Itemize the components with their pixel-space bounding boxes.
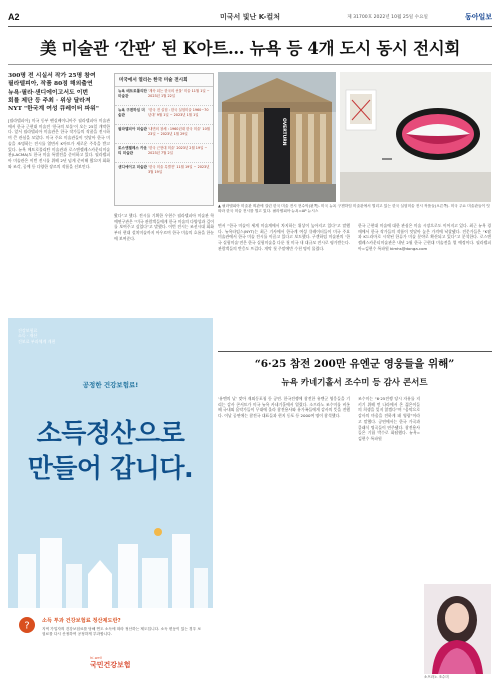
deck-line: 회를 제단 등 주최 · 위상 달라져 <box>8 96 91 104</box>
info-row <box>115 144 213 163</box>
page-header <box>8 10 492 24</box>
ad-mini-line: 건보료 부과체계 개편 <box>18 338 56 344</box>
section-title: 미국서 빛난 K-컬처 <box>220 13 280 21</box>
banner-text: OVERTURN <box>281 118 286 146</box>
museum-facade-photo <box>218 72 336 202</box>
info-detail: ‘한국 미술 특별전’ 11월 19일 ~ 2023년 3월 19일 <box>148 165 210 174</box>
ad-info-panel <box>8 608 213 683</box>
gallery-artwork-illustration <box>340 72 491 202</box>
ad-mini-line: 소득 · 재산 <box>18 333 38 339</box>
info-detail: ‘계속 되는 한국의 선물’ 미술 11월 1일 ~ 2023년 1월 22일 <box>148 89 210 98</box>
ad-tagline: 공정한 건강보험료! <box>82 381 139 389</box>
gallery-interior-photo <box>340 72 491 202</box>
story2-subheadline: 뉴욕 카네기홀서 조수미 등 감사 콘서트 <box>281 378 428 388</box>
issue-date: 제 31700호 2022년 10월 25일 수요일 <box>347 15 428 20</box>
health-insurance-ad[interactable] <box>8 318 213 683</box>
info-row <box>115 125 213 144</box>
portrait-caption: 소프라노 조수미 <box>424 675 449 679</box>
info-detail: ‘한국 전 실험 : 한국 실험미술 1960~70년대’ 9월 1일 ~ 2023년 1월 1일 <box>148 108 209 117</box>
info-row <box>115 106 213 125</box>
info-venue: 샌디에이고 미술관 <box>118 165 148 169</box>
ad-answer: 지역 가입자의 건강보험료를 당해 연도 소득에 따라 정산하는 제도입니다. 소득 변동이 있는 경우 보험료를 다시 산정하여 공정하게 부과합니다. <box>42 627 201 636</box>
story2-column-2: 조수미는 “6·25전쟁 당시 자유를 지키기 위해 먼 나라에서 온 젊은이들의 희생을 잊지 않겠다”며 “음악으로 감사의 마음을 전하게 돼 영광”이라고 말했다. 공연에서는 한국 가곡과 클래식 명곡들이 연주됐다. 참전용사들은 기립 박수로 화답했다. 뉴욕=김현수 특파원 <box>358 396 420 441</box>
exhibition-info-box <box>114 73 214 206</box>
info-row <box>115 163 213 182</box>
newspaper-logo: 동아일보 <box>464 12 492 21</box>
info-venue: 로스앤젤레스 카운티 미술관 <box>118 146 148 155</box>
article-deck <box>8 72 110 113</box>
soprano-portrait-illustration <box>424 584 491 674</box>
photo-caption: ▲ 필라델피아 미술관 외관에 걸린 한국 미술 전시 현수막(왼쪽). 미국 뉴욕 구겐하임 미술관에서 열리고 있는 한국 실험미술 전시 작품들(오른쪽). 미국 주요 미술관들이 잇따라 한국 미술 전시를 열고 있다. 필라델피아·뉴욕=AP 뉴시스 <box>218 204 490 213</box>
ad-mini-line: 건강보험료 <box>18 328 38 333</box>
ad-mini-text <box>18 328 55 344</box>
header-divider <box>8 26 492 27</box>
info-box-title: 미국에서 열리는 한국 미술 전시회 <box>115 74 213 87</box>
ad-brand-name: 국민건강보험 <box>90 661 131 669</box>
soprano-portrait-photo <box>424 584 491 674</box>
ad-brand-slogan: hi-well <box>90 656 102 660</box>
svg-text:?: ? <box>24 620 30 632</box>
deck-line: 뉴욕·필라·샌디에이고서도 이번 <box>8 88 89 96</box>
main-headline: 美 미술관 ‘간판’ 된 K아트… 뉴욕 등 4개 도시 동시 전시회 <box>39 39 461 58</box>
article-column-2: 왔다”고 했다. 전시를 기획한 우현수 필라델피아 미술관 학예연구관은 “미국 관람객들에게 한국 미술의 다양성과 깊이를 보여주고 싶었다”고 말했다. 이번 전시는 조선시대 회화부터 현대 설치미술까지 아우르며 한국 미술의 흐름을 한눈에 보여준다. <box>114 213 214 241</box>
article-column-1: [필라델피아] 미국 동부 펜실베이니아주 필라델피아 미술관에서 한국 근현대 미술전 ‘한국의 보물’이 오는 25일 개막한다. 앞서 필라델피아 미술관은 한국 작가들의 작품을 전시하며 큰 관심을 모았다. 미국 주요 미술관들이 잇달아 한국 미술을 조명하는 전시를 열면서 K아트가 새로운 주목을 받고 있다. 뉴욕 메트로폴리탄 미술관과 로스앤젤레스카운티미술관(LACMA)도 한국 미술 특별전을 준비하고 있다. 필라델피아 미술관은 이번 전시를 위해 2년 넘게 준비해 왔으며 회화와 조각, 공예 등 다양한 장르의 작품을 선보인다. <box>8 118 110 169</box>
ad-question: 소득 투과 건강보험료 정산제도란? <box>42 618 121 624</box>
info-row <box>115 87 213 106</box>
info-detail: ‘한국 근현대 미술’ 2023년 2월 19일 ~ 2023년 7월 2일 <box>148 146 208 155</box>
info-venue: 뉴욕 메트로폴리탄 미술관 <box>118 89 148 98</box>
deck-line: 300명 전 시실서 작가 25명 참여 <box>8 72 96 79</box>
page-number: A2 <box>8 12 20 22</box>
article-column-3: 면서 “한국 미술이 세계 미술계에서 차지하는 위상이 높아지고 있다”고 말했다. 뉴욕타임스(NYT)는 최근 기사에서 한국계 여성 큐레이터들이 미국 주요 미술관에서 한국 미술 전시를 이끌고 있다고 보도했다. 구겐하임 미술관의 ‘한국 실험미술’전은 한국 실험미술을 다룬 첫 미국 내 대규모 전시로 평가받는다. 관람객들의 반응도 뜨겁다. 개막 첫 주말에만 수천 명이 몰렸다. <box>218 223 350 251</box>
story2-column-1: ‘유엔의 날’ 맞아 재외동포청 등 공연. 한국전쟁에 참전한 유엔군 영웅들을 기리는 감사 콘서트가 미국 뉴욕 카네기홀에서 열렸다. 소프라노 조수미를 비롯해 국내외 음악가들이 무대에 올라 참전용사와 유가족들에게 감사의 뜻을 전했다. 이날 공연에는 참전국 대표들과 현지 동포 등 2000여 명이 참석했다. <box>218 396 350 419</box>
ad-headline-line-1: 소득정산으로 <box>36 419 185 449</box>
ad-headline-line-2: 만들어 갑니다. <box>27 454 194 484</box>
story2-headline: “6·25 참전 200만 유엔군 영웅들을 위해” <box>254 358 455 370</box>
deck-line: 필라델피아, 작품 80점 해외출연 <box>8 80 93 88</box>
story2-divider <box>218 351 492 352</box>
info-venue: 필라델피아 미술관 <box>118 127 148 131</box>
question-icon <box>18 616 36 634</box>
deck-line: NYT "한국계 여성 큐레이터 파워" <box>8 105 99 113</box>
article-column-4: 한국 근현대 미술에 대한 관심은 미술 시장으로도 이어지고 있다. 최근 뉴욕 경매에서 한국 작가들의 작품이 잇달아 높은 가격에 낙찰됐다. 전문가들은 “K팝과 K드라마로 시작된 한류가 미술 분야로 확산되고 있다”고 분석한다. 로스앤젤레스카운티미술관은 내년 2월 한국 근현대 미술전을 열 예정이다. 필라델피아=김현수 특파원 kimhs@donga.com <box>358 223 491 251</box>
info-venue: 뉴욕 구겐하임 미술관 <box>118 108 145 117</box>
headline-divider <box>8 64 492 65</box>
ad-cityscape-illustration <box>8 514 213 610</box>
info-detail: ‘내면의 창세 : 1960년대 한국 미술’ 10월 23일 ~ 2023년 1월 29일 <box>148 127 211 136</box>
